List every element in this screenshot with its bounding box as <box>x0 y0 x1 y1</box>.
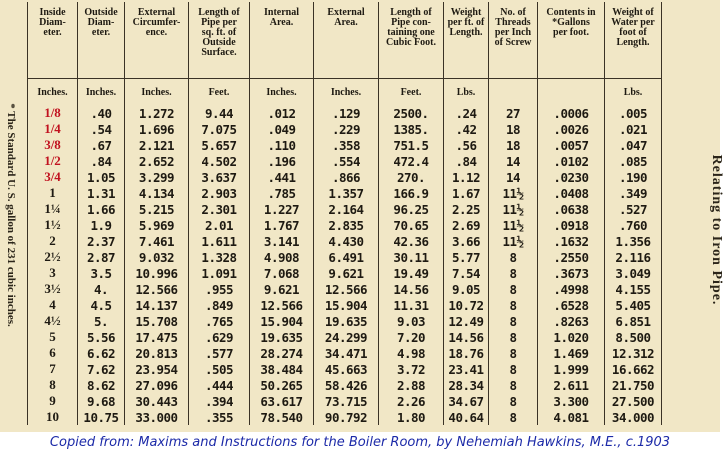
table-cell: 751.5 <box>379 137 444 153</box>
table-cell: .785 <box>250 185 314 201</box>
table-cell: 6.491 <box>314 249 379 265</box>
table-cell: 45.663 <box>314 361 379 377</box>
table-cell: 8 <box>489 297 538 313</box>
table-cell: 23.41 <box>444 361 489 377</box>
table-cell: 27.500 <box>605 393 662 409</box>
row-label: 7 <box>28 361 78 377</box>
table-row <box>28 345 662 361</box>
table-row <box>28 393 662 409</box>
table-cell: .2550 <box>538 249 605 265</box>
table-cell: 1385. <box>379 121 444 137</box>
table-cell: 2.301 <box>189 201 250 217</box>
iron-pipe-table <box>27 2 662 425</box>
table-cell: 8.500 <box>605 329 662 345</box>
table-cell: 1.05 <box>78 169 125 185</box>
table-cell: 15.904 <box>314 297 379 313</box>
table-row <box>28 169 662 185</box>
table-cell: 40.64 <box>444 409 489 425</box>
table-cell: 12.566 <box>125 281 189 297</box>
row-label: 6 <box>28 345 78 361</box>
table-cell: .394 <box>189 393 250 409</box>
table-cell: 42.36 <box>379 233 444 249</box>
table-cell: .0057 <box>538 137 605 153</box>
table-cell: .0102 <box>538 153 605 169</box>
table-row <box>28 105 662 121</box>
table-cell: 30.443 <box>125 393 189 409</box>
unit-cell: Inches. <box>250 79 314 106</box>
table-cell: 8 <box>489 313 538 329</box>
row-label: 4 <box>28 297 78 313</box>
table-cell: 4. <box>78 281 125 297</box>
table-cell: 5.405 <box>605 297 662 313</box>
table-cell: 270. <box>379 169 444 185</box>
table-cell: 24.299 <box>314 329 379 345</box>
table-cell: 73.715 <box>314 393 379 409</box>
table-cell: .84 <box>78 153 125 169</box>
table-cell: 34.67 <box>444 393 489 409</box>
table-cell: 2.01 <box>189 217 250 233</box>
table-cell: 34.000 <box>605 409 662 425</box>
table-cell: 14.56 <box>379 281 444 297</box>
table-cell: 7.461 <box>125 233 189 249</box>
table-cell: .444 <box>189 377 250 393</box>
table-cell: .349 <box>605 185 662 201</box>
table-cell: 15.708 <box>125 313 189 329</box>
table-cell: 2.69 <box>444 217 489 233</box>
table-cell: 7.075 <box>189 121 250 137</box>
table-cell: 1.31 <box>78 185 125 201</box>
unit-cell: Lbs. <box>444 79 489 106</box>
row-label: 3/8 <box>28 137 78 153</box>
table-cell: .085 <box>605 153 662 169</box>
table-cell: .190 <box>605 169 662 185</box>
table-cell: 58.426 <box>314 377 379 393</box>
table-cell: 17.475 <box>125 329 189 345</box>
table-cell: .577 <box>189 345 250 361</box>
unit-cell: Inches. <box>28 79 78 106</box>
table-cell: .6528 <box>538 297 605 313</box>
table-cell: 4.98 <box>379 345 444 361</box>
table-cell: 472.4 <box>379 153 444 169</box>
table-cell: .866 <box>314 169 379 185</box>
header-internal-area: Internal Area. <box>250 2 314 79</box>
table-cell: 2500. <box>379 105 444 121</box>
table-cell: 18.76 <box>444 345 489 361</box>
table-cell: .012 <box>250 105 314 121</box>
table-cell: 96.25 <box>379 201 444 217</box>
table-cell: 2.25 <box>444 201 489 217</box>
table-cell: 10.996 <box>125 265 189 281</box>
table-cell: 4.5 <box>78 297 125 313</box>
table-row <box>28 185 662 201</box>
table-cell: 4.081 <box>538 409 605 425</box>
header-external-circumference: External Circumfer- ence. <box>125 2 189 79</box>
unit-cell: Lbs. <box>605 79 662 106</box>
table-cell: 5.56 <box>78 329 125 345</box>
source-caption: Copied from: Maxims and Instructions for the Boiler Room, by Nehemiah Hawkins, M.E., c.1903 <box>49 435 671 450</box>
table-cell: 2.88 <box>379 377 444 393</box>
table-row <box>28 249 662 265</box>
table-cell: .355 <box>189 409 250 425</box>
table-cell: 1.469 <box>538 345 605 361</box>
table-cell: 15.904 <box>250 313 314 329</box>
table-cell: 2.835 <box>314 217 379 233</box>
row-label: 1/8 <box>28 105 78 121</box>
header-length-per-cubic-foot: Length of Pipe con- taining one Cubic Foot. <box>379 2 444 79</box>
table-cell: 28.274 <box>250 345 314 361</box>
row-label: 2 <box>28 233 78 249</box>
table-cell: .0408 <box>538 185 605 201</box>
table-cell: 4.908 <box>250 249 314 265</box>
row-label: 1/2 <box>28 153 78 169</box>
header-threads-per-inch: No. of Threads per Inch of Screw <box>489 2 538 79</box>
table-cell: 9.03 <box>379 313 444 329</box>
table-cell: 8 <box>489 249 538 265</box>
table-cell: .0006 <box>538 105 605 121</box>
header-inside-diameter: Inside Diam- eter. <box>28 2 78 79</box>
unit-cell: Inches. <box>78 79 125 106</box>
table-cell: 19.635 <box>314 313 379 329</box>
row-label: 1¼ <box>28 201 78 217</box>
table-cell: 2.116 <box>605 249 662 265</box>
table-cell: 1.767 <box>250 217 314 233</box>
table-cell: .8263 <box>538 313 605 329</box>
table-cell: 11½ <box>489 233 538 249</box>
table-cell: 4.430 <box>314 233 379 249</box>
table-cell: 8 <box>489 265 538 281</box>
table-cell: 1.357 <box>314 185 379 201</box>
table-cell: .3673 <box>538 265 605 281</box>
table-cell: 14 <box>489 153 538 169</box>
table-row <box>28 121 662 137</box>
table-cell: 11½ <box>489 201 538 217</box>
table-cell: 1.80 <box>379 409 444 425</box>
table-cell: 1.227 <box>250 201 314 217</box>
table-cell: 2.652 <box>125 153 189 169</box>
table-cell: 6.62 <box>78 345 125 361</box>
table-cell: 3.637 <box>189 169 250 185</box>
table-row <box>28 265 662 281</box>
table-cell: .40 <box>78 105 125 121</box>
units-row <box>28 79 662 106</box>
table-cell: 27.096 <box>125 377 189 393</box>
header-outside-diameter: Outside Diam- eter. <box>78 2 125 79</box>
table-cell: 5.215 <box>125 201 189 217</box>
table-cell: .765 <box>189 313 250 329</box>
table-cell: 8 <box>489 361 538 377</box>
table-cell: 11½ <box>489 185 538 201</box>
table-cell: .84 <box>444 153 489 169</box>
table-cell: .67 <box>78 137 125 153</box>
table-cell: 5.969 <box>125 217 189 233</box>
table-cell: 19.635 <box>250 329 314 345</box>
row-label: 9 <box>28 393 78 409</box>
row-label: 3/4 <box>28 169 78 185</box>
table-cell: 14.137 <box>125 297 189 313</box>
table-cell: .849 <box>189 297 250 313</box>
table-cell: 16.662 <box>605 361 662 377</box>
table-cell: .629 <box>189 329 250 345</box>
table-cell: .1632 <box>538 233 605 249</box>
table-row <box>28 217 662 233</box>
table-cell: 2.26 <box>379 393 444 409</box>
table-cell: 2.37 <box>78 233 125 249</box>
table-cell: 3.72 <box>379 361 444 377</box>
table-cell: 12.312 <box>605 345 662 361</box>
unit-cell: Inches. <box>125 79 189 106</box>
table-cell: 2.87 <box>78 249 125 265</box>
table-cell: 21.750 <box>605 377 662 393</box>
table-cell: 9.621 <box>314 265 379 281</box>
header-row <box>28 2 662 79</box>
table-cell: .0918 <box>538 217 605 233</box>
table-cell: 7.068 <box>250 265 314 281</box>
header-water-weight: Weight of Water per foot of Length. <box>605 2 662 79</box>
table-cell: 1.66 <box>78 201 125 217</box>
row-label: 8 <box>28 377 78 393</box>
table-cell: 5.77 <box>444 249 489 265</box>
table-row <box>28 201 662 217</box>
row-label: 1 <box>28 185 78 201</box>
table-cell: 19.49 <box>379 265 444 281</box>
table-cell: 8.62 <box>78 377 125 393</box>
table-cell: .358 <box>314 137 379 153</box>
header-length-per-sq-ft: Length of Pipe per sq. ft. of Outside Surface. <box>189 2 250 79</box>
side-title: Relating to Iron Pipe. <box>709 154 724 306</box>
unit-cell: Inches. <box>314 79 379 106</box>
table-cell: 12.566 <box>250 297 314 313</box>
table-row <box>28 153 662 169</box>
table-cell: .56 <box>444 137 489 153</box>
table-cell: 4.502 <box>189 153 250 169</box>
table-cell: 1.999 <box>538 361 605 377</box>
table-cell: 33.000 <box>125 409 189 425</box>
gallon-footnote: * The Standard U. S. gallon of 231 cubic inches. <box>5 103 17 327</box>
unit-cell <box>538 79 605 106</box>
table-cell: .021 <box>605 121 662 137</box>
table-cell: 2.164 <box>314 201 379 217</box>
table-cell: 166.9 <box>379 185 444 201</box>
table-cell: 7.54 <box>444 265 489 281</box>
table-cell: 11.31 <box>379 297 444 313</box>
table-row <box>28 361 662 377</box>
table-cell: 2.903 <box>189 185 250 201</box>
table-cell: 8 <box>489 377 538 393</box>
table-cell: 9.05 <box>444 281 489 297</box>
table-cell: 28.34 <box>444 377 489 393</box>
table-row <box>28 137 662 153</box>
row-label: 4½ <box>28 313 78 329</box>
row-label: 1½ <box>28 217 78 233</box>
table-cell: 9.68 <box>78 393 125 409</box>
table-cell: .505 <box>189 361 250 377</box>
row-label: 5 <box>28 329 78 345</box>
table-cell: 18 <box>489 137 538 153</box>
table-cell: .54 <box>78 121 125 137</box>
table-cell: 3.5 <box>78 265 125 281</box>
table-cell: 7.62 <box>78 361 125 377</box>
table-cell: 8 <box>489 409 538 425</box>
table-cell: 8 <box>489 281 538 297</box>
table-cell: 10.72 <box>444 297 489 313</box>
table-cell: 18 <box>489 121 538 137</box>
table-cell: 3.66 <box>444 233 489 249</box>
table-cell: 70.65 <box>379 217 444 233</box>
table-cell: 8 <box>489 393 538 409</box>
table-cell: 5.657 <box>189 137 250 153</box>
table-cell: 38.484 <box>250 361 314 377</box>
table-cell: 5. <box>78 313 125 329</box>
table-row <box>28 409 662 425</box>
table-cell: 14 <box>489 169 538 185</box>
table-cell: 9.44 <box>189 105 250 121</box>
table-cell: .441 <box>250 169 314 185</box>
table-row <box>28 297 662 313</box>
table-cell: .24 <box>444 105 489 121</box>
table-cell: 20.813 <box>125 345 189 361</box>
row-label: 3½ <box>28 281 78 297</box>
table-cell: 12.566 <box>314 281 379 297</box>
table-cell: 3.049 <box>605 265 662 281</box>
table-cell: 63.617 <box>250 393 314 409</box>
table-cell: 9.032 <box>125 249 189 265</box>
table-row <box>28 233 662 249</box>
table-cell: .110 <box>250 137 314 153</box>
table-cell: .554 <box>314 153 379 169</box>
table-cell: 3.141 <box>250 233 314 249</box>
table-cell: .527 <box>605 201 662 217</box>
table-cell: 1.12 <box>444 169 489 185</box>
table-cell: 27 <box>489 105 538 121</box>
table-cell: 1.356 <box>605 233 662 249</box>
table-cell: 9.621 <box>250 281 314 297</box>
table-cell: 11½ <box>489 217 538 233</box>
unit-cell: Feet. <box>189 79 250 106</box>
header-external-area: External Area. <box>314 2 379 79</box>
table-cell: .049 <box>250 121 314 137</box>
table-cell: 4.134 <box>125 185 189 201</box>
table-cell: 10.75 <box>78 409 125 425</box>
table-cell: 14.56 <box>444 329 489 345</box>
unit-cell: Feet. <box>379 79 444 106</box>
table-cell: 3.300 <box>538 393 605 409</box>
table-cell: .229 <box>314 121 379 137</box>
table-cell: .005 <box>605 105 662 121</box>
table-cell: .0638 <box>538 201 605 217</box>
table-cell: 3.299 <box>125 169 189 185</box>
table-cell: 1.091 <box>189 265 250 281</box>
table-cell: 23.954 <box>125 361 189 377</box>
table-cell: 6.851 <box>605 313 662 329</box>
table-cell: 8 <box>489 345 538 361</box>
table-cell: 1.9 <box>78 217 125 233</box>
table-cell: 1.696 <box>125 121 189 137</box>
table-row <box>28 377 662 393</box>
table-cell: 1.020 <box>538 329 605 345</box>
table-cell: 8 <box>489 329 538 345</box>
table-cell: 78.540 <box>250 409 314 425</box>
table-cell: .196 <box>250 153 314 169</box>
table-cell: .0026 <box>538 121 605 137</box>
table-row <box>28 329 662 345</box>
row-label: 2½ <box>28 249 78 265</box>
table-row <box>28 281 662 297</box>
unit-cell <box>489 79 538 106</box>
header-weight-per-ft: Weight per ft. of Length. <box>444 2 489 79</box>
table-cell: 2.611 <box>538 377 605 393</box>
table-cell: 1.272 <box>125 105 189 121</box>
table-cell: 1.67 <box>444 185 489 201</box>
table-cell: .047 <box>605 137 662 153</box>
table-cell: 4.155 <box>605 281 662 297</box>
table-cell: 1.611 <box>189 233 250 249</box>
table-cell: 30.11 <box>379 249 444 265</box>
table-cell: .0230 <box>538 169 605 185</box>
table-cell: .760 <box>605 217 662 233</box>
table-cell: 2.121 <box>125 137 189 153</box>
table-row <box>28 313 662 329</box>
table-cell: 50.265 <box>250 377 314 393</box>
row-label: 3 <box>28 265 78 281</box>
row-label: 10 <box>28 409 78 425</box>
table-cell: .129 <box>314 105 379 121</box>
table-cell: 7.20 <box>379 329 444 345</box>
table-cell: 1.328 <box>189 249 250 265</box>
table-cell: .955 <box>189 281 250 297</box>
row-label: 1/4 <box>28 121 78 137</box>
table-cell: 34.471 <box>314 345 379 361</box>
table-cell: 90.792 <box>314 409 379 425</box>
table-cell: 12.49 <box>444 313 489 329</box>
header-gallons-per-foot: Contents in *Gallons per foot. <box>538 2 605 79</box>
table-cell: .42 <box>444 121 489 137</box>
table-cell: .4998 <box>538 281 605 297</box>
